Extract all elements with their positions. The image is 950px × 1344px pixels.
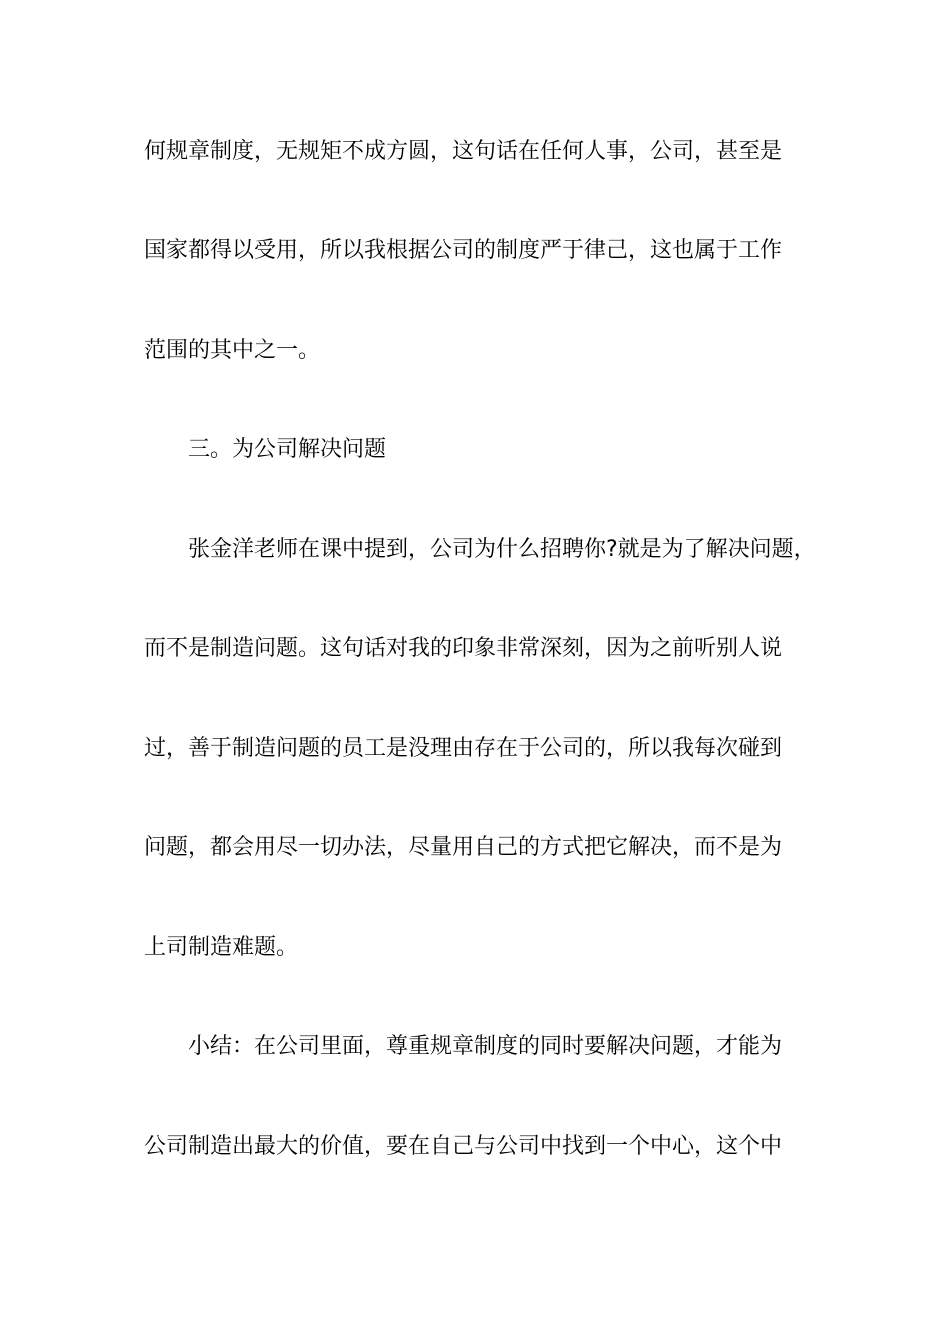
body-text-line: 上司制造难题。 <box>144 935 299 960</box>
body-text-line: 张金洋老师在课中提到，公司为什么招聘你?就是为了解决问题， <box>188 537 816 562</box>
section-heading: 三。为公司解决问题 <box>188 437 387 462</box>
body-text-line: 国家都得以受用，所以我根据公司的制度严于律己，这也属于工作 <box>144 238 783 263</box>
body-text-line: 公司制造出最大的价值，要在自己与公司中找到一个中心，这个中 <box>144 1134 783 1159</box>
body-text-line: 过，善于制造问题的员工是没理由存在于公司的，所以我每次碰到 <box>144 736 783 761</box>
body-text-line: 范围的其中之一。 <box>144 338 321 363</box>
body-text-line: 而不是制造问题。这句话对我的印象非常深刻，因为之前听别人说 <box>144 636 783 661</box>
body-text-line: 何规章制度，无规矩不成方圆，这句话在任何人事，公司，甚至是 <box>144 139 783 164</box>
body-text-line: 问题，都会用尽一切办法，尽量用自己的方式把它解决，而不是为 <box>144 835 783 860</box>
summary-text-line: 小结：在公司里面，尊重规章制度的同时要解决问题，才能为 <box>188 1034 783 1059</box>
